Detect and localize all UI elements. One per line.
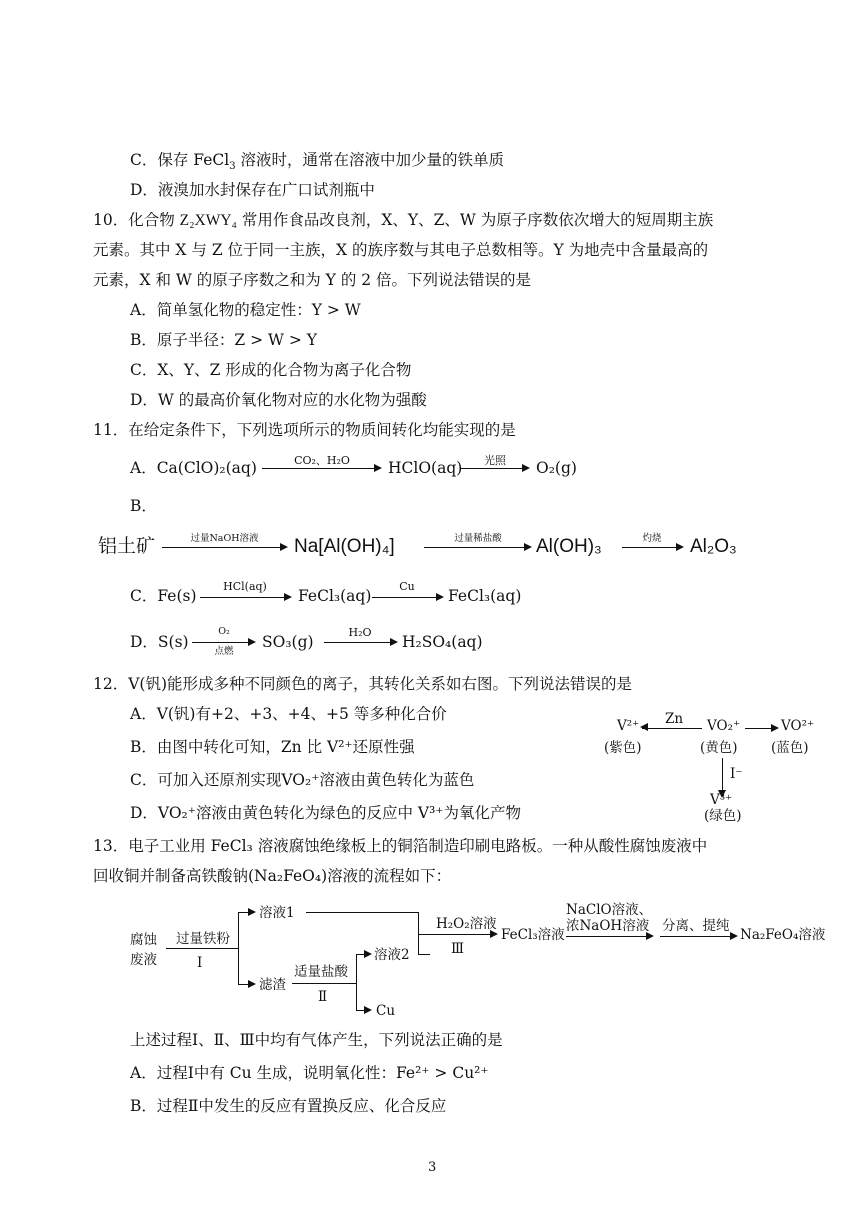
q11-d-arrow2 (324, 642, 396, 643)
flow-step1-roman: Ⅰ (197, 955, 203, 971)
q10-stem-line3: 元素，X 和 W 的原子序数之和为 Y 的 2 倍。下列说法错误的是 (93, 271, 532, 289)
q11-d-intermediate: SO₃(g) (262, 633, 314, 651)
q11-c-arrow1 (200, 597, 290, 598)
q11-c-condition1: HCl(aq) (223, 580, 267, 593)
q10-stem-line1: 10．化合物 Z₂XWY₄ 常用作食品改良剂，X、Y、Z、W 为原子序数依次增大的短周期主族 (93, 211, 714, 229)
q11-c-product: FeCl₃(aq) (448, 587, 522, 605)
q11-c-arrow2 (372, 597, 442, 598)
q11-stem: 11．在给定条件下，下列选项所示的物质间转化均能实现的是 (93, 421, 516, 439)
v-diagram-iodide-label: I⁻ (730, 766, 743, 782)
flow-to-solution2-arrow (356, 954, 370, 955)
q11-b-arrow2 (424, 547, 530, 548)
q13-option-a: A．过程Ⅰ中有 Cu 生成，说明氧化性：Fe²⁺ > Cu²⁺ (130, 1064, 489, 1082)
page-number: 3 (428, 1160, 437, 1175)
q13-after-flow: 上述过程Ⅰ、Ⅱ、Ⅲ中均有气体产生，下列说法正确的是 (130, 1031, 503, 1049)
flow-residue: 滤渣 (259, 977, 286, 993)
q11-c-reactant: C．Fe(s) (130, 587, 197, 605)
v-diagram-v2plus-color: (紫色) (604, 740, 642, 756)
v-diagram-vo2plus-color: (黄色) (700, 740, 738, 756)
q12-option-c: C．可加入还原剂实现VO₂⁺溶液由黄色转化为蓝色 (130, 771, 475, 789)
flow-to-cu-arrow (356, 1010, 370, 1011)
v-diagram-v2plus: V²⁺ (617, 718, 640, 734)
q11-b-bauxite: 铝土矿 (98, 536, 156, 557)
flow-naclo-arrow (566, 936, 652, 937)
v-diagram-arrow-right (745, 728, 777, 729)
q12-option-a: A．V(钒)有+2、+3、+4、+5 等多种化合价 (130, 705, 447, 723)
q11-b-condition3: 灼烧 (642, 533, 662, 544)
q11-b-arrow1 (162, 547, 286, 548)
q12-option-d: D．VO₂⁺溶液由黄色转化为绿色的反应中 V³⁺为氧化产物 (130, 804, 521, 822)
flow-separation-arrow (660, 936, 736, 937)
q9-option-c: C．保存 FeCl$_3$ 溶液时，通常在溶液中加少量的铁单质 (130, 151, 504, 173)
flow-solution2-line (418, 954, 430, 955)
q11-a-reactant: A．Ca(ClO)₂(aq) (130, 459, 257, 477)
q13-option-b: B．过程Ⅱ中发生的反应有置换反应、化合反应 (130, 1097, 447, 1115)
flow-branch2-vertical (356, 954, 357, 1010)
q11-b-condition2: 过量稀盐酸 (454, 533, 502, 544)
flow-step2-roman: Ⅱ (318, 989, 328, 1005)
q13-stem-line1: 13．电子工业用 FeCl₃ 溶液腐蚀绝缘板上的铜箔制造印刷电路板。一种从酸性腐蚀废液中 (93, 837, 708, 855)
q11-a-arrow2 (460, 468, 528, 469)
v-diagram-zn-label: Zn (665, 711, 684, 727)
v-diagram-arrowhead-left (640, 723, 648, 731)
v-diagram-arrow-left (642, 728, 702, 729)
q11-b-arrow3 (622, 547, 682, 548)
q11-a-intermediate: HClO(aq) (388, 459, 463, 477)
q11-d-reactant: D．S(s) (130, 633, 189, 651)
flow-separation-label: 分离、提纯 (662, 918, 730, 934)
flow-solution1-line (306, 912, 418, 913)
v-diagram-v3plus: V³⁺ (710, 792, 733, 808)
v-diagram-vo2plus2-color: (蓝色) (771, 740, 809, 756)
q10-option-b: B．原子半径：Z > W > Y (130, 331, 318, 349)
q11-b-alumina: Al₂O₃ (690, 536, 737, 557)
flow-hcl-label: 适量盐酸 (294, 964, 348, 980)
q11-d-condition1-bottom: 点燃 (214, 646, 234, 657)
q12-stem: 12．V(钒)能形成多种不同颜色的离子，其转化关系如右图。下列说法错误的是 (93, 675, 633, 693)
q12-option-b: B．由图中转化可知，Zn 比 V²⁺还原性强 (130, 738, 415, 756)
q11-option-b-label: B． (130, 497, 157, 515)
flow-naclo-line1: NaClO溶液、 (566, 902, 653, 918)
flow-step3-roman: Ⅲ (451, 941, 465, 957)
v-diagram-v3plus-color: (绿色) (704, 808, 742, 824)
q10-stem-line2: 元素。其中 X 与 Z 位于同一主族，X 的族序数与其电子总数相等。Y 为地壳中含量最高的 (93, 241, 709, 259)
q11-b-condition1: 过量NaOH溶液 (190, 533, 259, 544)
flow-solution1: 溶液1 (259, 905, 295, 921)
q9-option-d: D．液溴加水封保存在广口试剂瓶中 (130, 181, 375, 199)
flow-h2o2-arrow (418, 934, 496, 935)
flow-branch-vertical (238, 912, 239, 984)
q13-stem-line2: 回收铜并制备高铁酸钠(Na₂FeO₄)溶液的流程如下： (93, 867, 452, 885)
q11-a-condition2: 光照 (484, 454, 506, 467)
q11-d-product: H₂SO₄(aq) (402, 633, 483, 651)
q11-b-aluminium-hydroxide: Al(OH)₃ (536, 536, 602, 557)
q11-a-condition1: CO₂、H₂O (294, 454, 350, 467)
flow-merge-vertical (418, 912, 419, 954)
q11-c-intermediate: FeCl₃(aq) (298, 587, 372, 605)
flow-waste-line2: 废液 (130, 952, 157, 968)
flow-naclo-line2: 浓NaOH溶液 (566, 918, 650, 934)
q10-option-a: A．简单氢化物的稳定性：Y > W (130, 301, 361, 319)
q10-option-c: C．X、Y、Z 形成的化合物为离子化合物 (130, 361, 412, 379)
q11-a-product: O₂(g) (536, 459, 577, 477)
q11-a-arrow1 (262, 468, 380, 469)
q11-c-condition2: Cu (399, 580, 415, 593)
flow-to-residue-arrow (238, 984, 254, 985)
v-diagram-vo2plus: VO₂⁺ (707, 718, 741, 734)
q11-d-condition2: H₂O (348, 626, 372, 639)
v-diagram-vo2plus2: VO²⁺ (781, 718, 815, 734)
flow-h2o2-label: H₂O₂溶液 (436, 916, 497, 932)
v-diagram-arrow-down (722, 758, 723, 792)
flow-fecl3: FeCl₃溶液 (501, 927, 565, 943)
q11-d-condition1-top: O₂ (218, 626, 230, 637)
flow-solution2: 溶液2 (374, 947, 410, 963)
flow-copper: Cu (376, 1003, 396, 1019)
flow-waste-line1: 腐蚀 (130, 932, 157, 948)
q10-option-d: D．W 的最高价氧化物对应的水化物为强酸 (130, 391, 427, 409)
flow-to-solution1-arrow (238, 912, 254, 913)
flow-product: Na₂FeO₄溶液 (740, 927, 826, 943)
flow-hcl-line (292, 983, 356, 984)
flow-step1-line (166, 948, 238, 949)
q11-b-sodium-aluminate: Na[Al(OH)₄] (294, 536, 395, 557)
flow-step1-label: 过量铁粉 (176, 931, 230, 947)
